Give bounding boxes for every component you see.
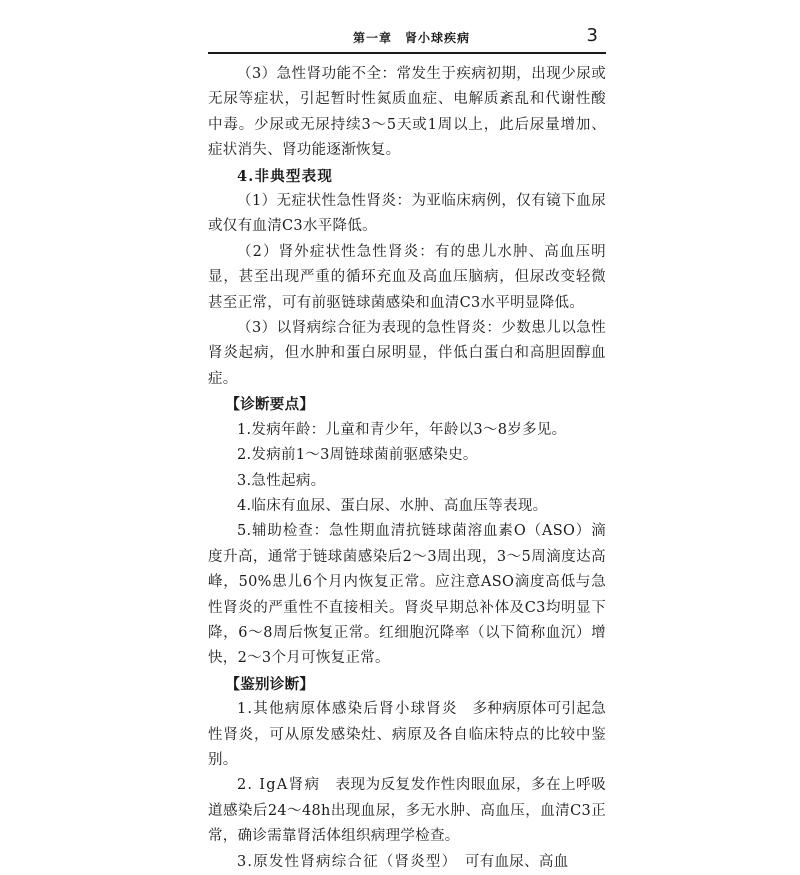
differential-other-pathogens: [208, 697, 606, 773]
differential-iga-nephropathy: [208, 773, 606, 849]
page-number: 3: [586, 25, 598, 46]
differential-iga-label: 2. IgA肾病: [237, 777, 321, 794]
heading-differential-diagnosis: 【鉴别诊断】: [225, 675, 315, 693]
diagnostic-point-onset: 3.急性起病。: [237, 472, 326, 489]
heading-diagnostic-points: 【诊断要点】: [225, 396, 315, 414]
paragraph-acute-renal-insufficiency: （3）急性肾功能不全：常发生于疾病初期，出现少尿或无尿等症状，引起暂时性氮质血症、电解质紊乱和代谢性酸中毒。少尿或无尿持续3～5天或1周以上，此后尿量增加、症状消失、肾功能逐渐恢复。: [208, 66, 606, 159]
body-text: [208, 62, 606, 875]
diagnostic-point-clinical-signs: 4.临床有血尿、蛋白尿、水肿、高血压等表现。: [237, 497, 548, 514]
paragraph-extrarenal-nephritis: （2）肾外症状性急性肾炎：有的患儿水肿、高血压明显，甚至出现严重的循环充血及高血压脑病，但尿改变轻微甚至正常，可有前驱链球菌感染和血清C3水平明显降低。: [208, 243, 606, 311]
differential-nephrotic-text: 可有血尿、高血: [450, 853, 569, 870]
subheading-atypical-presentation: 4.非典型表现: [237, 167, 334, 185]
paragraph-nephrotic-nephritis: （3）以肾病综合征为表现的急性肾炎：少数患儿以急性肾炎起病，但水肿和蛋白尿明显，伴低白蛋白和高胆固醇血症。: [208, 320, 606, 387]
running-header: [208, 22, 606, 54]
chapter-title: 第一章 肾小球疾病: [353, 31, 471, 45]
differential-nephrotic-syndrome: [208, 850, 606, 875]
differential-iga-text: 表现为反复发作性肉眼血尿，多在上呼吸道感染后24～48h出现血尿，多无水肿、高血压，血清C3正常，确诊需靠肾活体组织病理学检查。: [208, 777, 606, 845]
differential-other-pathogens-label: 1.其他病原体感染后肾小球肾炎: [237, 701, 458, 718]
diagnostic-point-age: 1.发病年龄：儿童和青少年，年龄以3～8岁多见。: [237, 421, 567, 438]
differential-nephrotic-label: 3.原发性肾病综合征（肾炎型）: [237, 853, 451, 870]
differential-other-pathogens-text: 多种病原体可引起急性肾炎，可从原发感染灶、病原及各自临床特点的比较中鉴别。: [208, 701, 606, 768]
book-page: [208, 22, 606, 870]
diagnostic-point-infection-history: 2.发病前1～3周链球菌前驱感染史。: [237, 447, 478, 464]
paragraph-asymptomatic-nephritis: （1）无症状性急性肾炎：为亚临床病例，仅有镜下血尿或仅有血清C3水平降低。: [208, 193, 606, 235]
diagnostic-point-lab-tests: 5.辅助检查：急性期血清抗链球菌溶血素O（ASO）滴度升高，通常于链球菌感染后2～3周出现，3～5周滴度达高峰，50%患儿6个月内恢复正常。应注意ASO滴度高低与急性肾炎的严重性不直接相关。肾炎早期总补体及C3均明显下降，6～8周后恢复正常。红细胞沉降率（以下简称血沉）增快，2～3个月可恢复正常。: [208, 523, 606, 667]
